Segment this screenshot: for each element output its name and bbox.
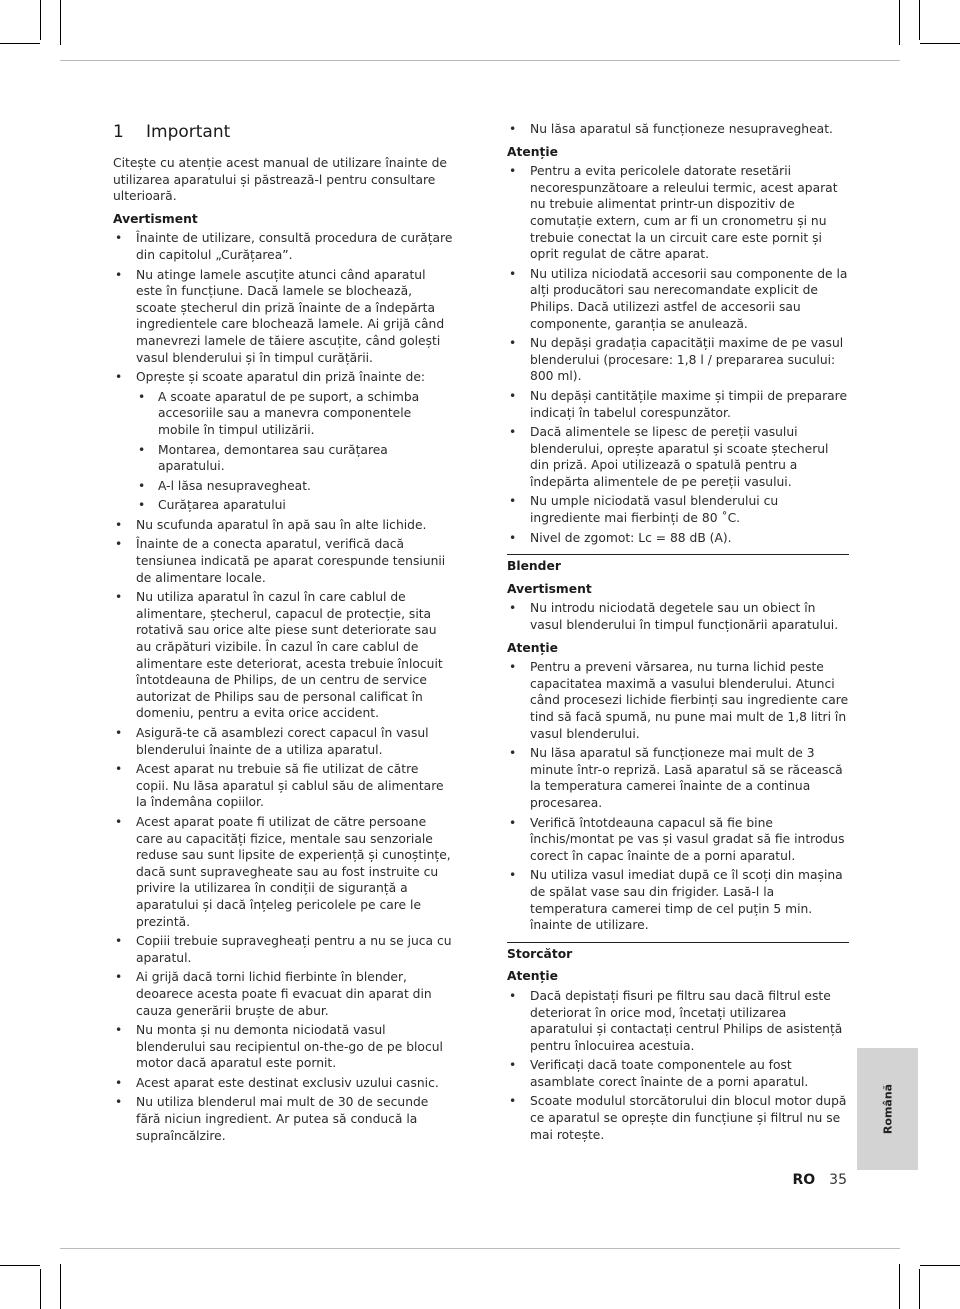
list-item: • Nivel de zgomot: Lc = 88 dB (A). bbox=[507, 530, 849, 547]
list-item: • Pentru a preveni vărsarea, nu turna lichid peste capacitatea maximă a vasului blenderului. Atunci când procesezi lichide fierbinți sau ingrediente care tind să facă spumă, nu pune mai mult de 1,8 litri în vasul blenderului. bbox=[507, 659, 849, 742]
list-item: • Ai grijă dacă torni lichid fierbinte în blender, deoarece acesta poate fi evacuat din aparat din cauza generării bruște de abur. bbox=[113, 969, 455, 1019]
juicer-caution-list bbox=[507, 988, 849, 1143]
section-heading bbox=[113, 121, 455, 143]
list-item: • Asigură-te că asamblezi corect capacul în vasul blenderului înainte de a utiliza aparatul. bbox=[113, 725, 455, 758]
nested-list-item: • A-l lăsa nesupravegheat. bbox=[136, 478, 455, 495]
crop-mark bbox=[60, 1264, 61, 1309]
juicer-caution-title: Atenție bbox=[507, 969, 558, 984]
page-footer bbox=[760, 1172, 847, 1188]
list-item: • Nu introdu niciodată degetele sau un obiect în vasul blenderului în timpul funcționării aparatului. bbox=[507, 600, 849, 633]
list-item bbox=[113, 369, 455, 514]
intro-paragraph: Citește cu atenție acest manual de utilizare înainte de utilizarea aparatului și păstrează-l pentru consultare ulterioară. bbox=[113, 156, 447, 204]
caution-title: Atenție bbox=[507, 144, 558, 159]
list-item: • Acest aparat nu trebuie să fie utilizat de către copii. Nu lăsa aparatul și cablul său de alimentare la îndemâna copiilor. bbox=[113, 761, 455, 811]
language-code: RO bbox=[792, 1172, 816, 1188]
blender-caution-list bbox=[507, 659, 849, 934]
right-column bbox=[507, 121, 849, 1146]
language-side-tab bbox=[857, 1048, 918, 1170]
list-item: • Nu utiliza blenderul mai mult de 30 de secunde fără niciun ingredient. Ar putea să conducă la supraîncălzire. bbox=[113, 1094, 455, 1144]
blender-warning-list bbox=[507, 600, 849, 633]
list-item-text: Oprește și scoate aparatul din priză înainte de: bbox=[136, 370, 426, 385]
heading-number: 1 bbox=[113, 122, 124, 142]
crop-mark bbox=[60, 0, 61, 45]
crop-mark bbox=[919, 1269, 920, 1309]
crop-mark bbox=[919, 0, 920, 40]
warning-list bbox=[113, 230, 455, 1144]
list-item: • Nu depăși gradația capacității maxime de pe vasul blenderului (procesare: 1,8 l / prepararea sucului: 800 ml). bbox=[507, 335, 849, 385]
crop-mark bbox=[0, 43, 40, 44]
blender-title: Blender bbox=[507, 559, 561, 574]
blender-caution-title: Atenție bbox=[507, 640, 558, 655]
crop-mark bbox=[0, 1265, 40, 1266]
crop-mark bbox=[899, 0, 900, 45]
language-tab-label: Română bbox=[881, 1083, 894, 1135]
left-column bbox=[113, 121, 455, 1147]
nested-list bbox=[136, 389, 455, 514]
list-item: • Nu lăsa aparatul să funcționeze nesupravegheat. bbox=[507, 121, 849, 138]
list-item: • Dacă depistați fisuri pe filtru sau dacă filtrul este deteriorat în orice mod, încetați utilizarea aparatului și contactați centrul Philips de asistență pentru înlocuirea acestuia. bbox=[507, 988, 849, 1054]
list-item: • Acest aparat este destinat exclusiv uzului casnic. bbox=[113, 1075, 455, 1092]
list-item: • Nu monta și nu demonta niciodată vasul blenderului sau recipientul on-the-go de pe blocul motor dacă aparatul este pornit. bbox=[113, 1022, 455, 1072]
list-item: • Nu scufunda aparatul în apă sau în alte lichide. bbox=[113, 517, 455, 534]
list-item: • Nu atinge lamele ascuțite atunci când aparatul este în funcțiune. Dacă lamele se blochează, scoate ștecherul din priză înainte de a îndepărta ingredientele care blochează lamele. Ai grijă când manevrezi lamele de tăiere ascuțite, când golești vasul blenderului și în timpul curățării. bbox=[113, 267, 455, 367]
crop-mark bbox=[920, 43, 960, 44]
list-item: • Nu lăsa aparatul să funcționeze mai mult de 3 minute într-o repriză. Lasă aparatul să se răcească la temperatura camerei înainte de a continua procesarea. bbox=[507, 745, 849, 811]
nested-list-item: • A scoate aparatul de pe suport, a schimba accesoriile sau a manevra componentele mobile în timpul utilizării. bbox=[136, 389, 455, 439]
list-item: • Pentru a evita pericolele datorate resetării necorespunzătoare a releului termic, acest aparat nu trebuie alimentat printr-un dispozitiv de comutație extern, cum ar fi un cronometru și nu trebuie conectat la un circuit care este pornit și oprit regulat de către aparat. bbox=[507, 163, 849, 263]
page-number: 35 bbox=[829, 1172, 847, 1188]
list-item: • Verifică întotdeauna capacul să fie bine închis/montat pe vas și vasul gradat să fie introdus corect în capac înainte de a porni aparatul. bbox=[507, 815, 849, 865]
trim-line bbox=[60, 1248, 900, 1249]
list-item: • Copiii trebuie supravegheați pentru a nu se juca cu aparatul. bbox=[113, 933, 455, 966]
list-item: • Nu utiliza niciodată accesorii sau componente de la alți producători sau nerecomandate explicit de Philips. Dacă utilizezi astfel de accesorii sau componente, garanția se anulează. bbox=[507, 266, 849, 332]
caution-list bbox=[507, 163, 849, 546]
list-item: • Nu depăși cantitățile maxime și timpii de preparare indicați în tabelul corespunzător. bbox=[507, 388, 849, 421]
list-item: • Verificați dacă toate componentele au fost asamblate corect înainte de a porni aparatul. bbox=[507, 1057, 849, 1090]
list-item: • Înainte de a conecta aparatul, verifică dacă tensiunea indicată pe aparat corespunde tensiunii de alimentare locale. bbox=[113, 536, 455, 586]
nested-list-item: • Montarea, demontarea sau curățarea aparatului. bbox=[136, 442, 455, 475]
trim-line bbox=[60, 60, 900, 61]
top-list bbox=[507, 121, 849, 138]
crop-mark bbox=[899, 1264, 900, 1309]
crop-mark bbox=[40, 0, 41, 40]
list-item: • Dacă alimentele se lipesc de pereții vasului blenderului, oprește aparatul și scoate ștecherul din priză. Apoi utilizează o spatulă pentru a îndepărta alimentele de pe pereții vasului. bbox=[507, 424, 849, 490]
crop-mark bbox=[920, 1265, 960, 1266]
warning-title: Avertisment bbox=[113, 211, 198, 226]
list-item: • Scoate modulul storcătorului din blocul motor după ce aparatul se oprește din funcțiune și filtrul nu se mai rotește. bbox=[507, 1093, 849, 1143]
list-item: • Nu utiliza aparatul în cazul în care cablul de alimentare, ștecherul, capacul de protecție, sita rotativă sau orice alte piese sunt deteriorate sau au crăpături vizibile. În cazul în care cablul de alimentare este deteriorat, acesta trebuie înlocuit întotdeauna de Philips, de un centru de service autorizat de Philips sau de personal calificat în domeniu, pentru a evita orice accident. bbox=[113, 589, 455, 722]
blender-section bbox=[507, 554, 849, 933]
list-item: • Nu utiliza vasul imediat după ce îl scoți din mașina de spălat vase sau din frigider. Lasă-l la temperatura camerei timp de cel puțin 5 min. înainte de utilizare. bbox=[507, 867, 849, 933]
blender-warning-title: Avertisment bbox=[507, 581, 592, 596]
list-item: • Înainte de utilizare, consultă procedura de curățare din capitolul „Curățarea”. bbox=[113, 230, 455, 263]
heading-title: Important bbox=[146, 122, 231, 142]
juicer-title: Storcător bbox=[507, 946, 573, 961]
list-item: • Nu umple niciodată vasul blenderului cu ingrediente mai fierbinți de 80 ˚C. bbox=[507, 493, 849, 526]
juicer-section bbox=[507, 942, 849, 1144]
crop-mark bbox=[40, 1269, 41, 1309]
list-item: • Acest aparat poate fi utilizat de către persoane care au capacități fizice, mentale sau senzoriale reduse sau sunt lipsite de experiență și cunoștințe, dacă sunt supravegheate sau au fost instruite cu privire la utilizarea în condiții de siguranță a aparatului și dacă înțeleg pericolele pe care le prezintă. bbox=[113, 814, 455, 930]
nested-list-item: • Curățarea aparatului bbox=[136, 497, 455, 514]
